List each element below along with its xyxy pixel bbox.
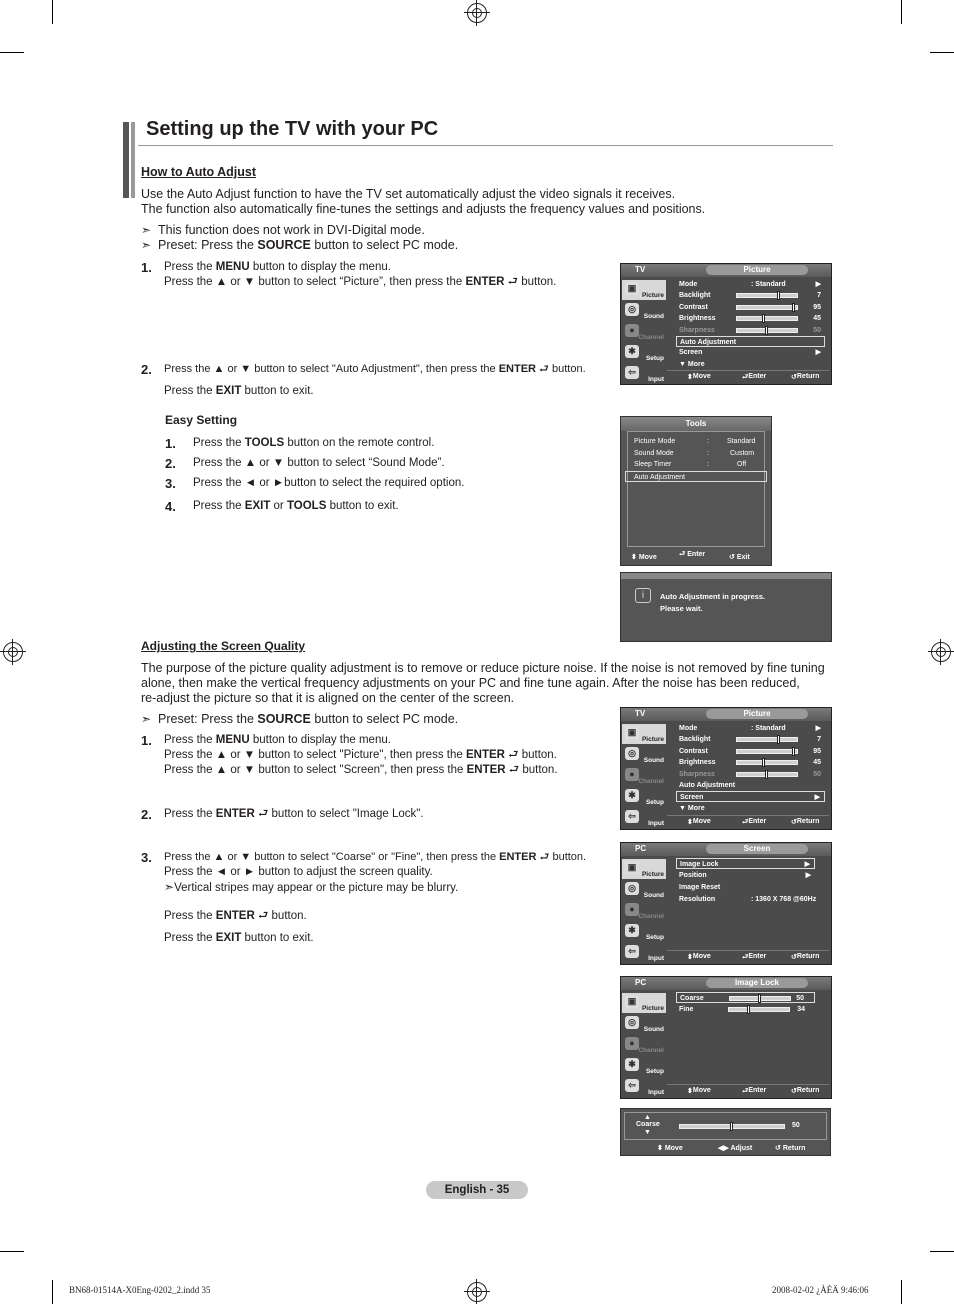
paragraph: Use the Auto Adjust function to have the TV set automatically adjust the video signals it receives. — [141, 187, 676, 201]
crop-mark — [0, 52, 24, 53]
gear-icon: ✱ — [625, 789, 639, 802]
input-icon: ⇦ — [625, 810, 639, 823]
footer-file: BN68-01514A-X0Eng-0202_2.indd 35 — [69, 1285, 211, 1295]
step-number: 1. — [141, 733, 152, 748]
crop-mark — [930, 52, 954, 53]
input-icon: ⇦ — [625, 945, 639, 958]
sidebar-item-input: ⇦ Input — [622, 943, 666, 963]
paragraph: The purpose of the picture quality adjustment is to remove or reduce picture noise. If the noise is not removed by fine tuning — [141, 661, 825, 675]
input-icon: ⇦ — [625, 366, 639, 379]
fine-slider — [728, 1007, 790, 1012]
easy-setting-title: Easy Setting — [165, 413, 238, 427]
step-text: Press the EXIT button to exit. — [164, 932, 314, 944]
step-text: Press the ENTER ⮐ button to select "Image Lock". — [164, 808, 424, 820]
step-text: Press the TOOLS button on the remote control. — [193, 437, 435, 449]
sidebar-item-input: ⇦ Input — [622, 364, 666, 384]
step-text: Press the EXIT or TOOLS button to exit. — [193, 500, 399, 512]
title-accent-bar — [131, 122, 135, 198]
sharpness-slider — [736, 328, 798, 333]
enter-icon: ⮐ — [257, 808, 269, 820]
picture-icon: ▣ — [625, 282, 639, 295]
footer-date: 2008-02-02 ¿ÀÈÄ 9:46:06 — [772, 1285, 869, 1295]
registration-mark-icon — [467, 3, 487, 23]
enter-icon: ⮐ — [507, 276, 519, 288]
note: ➣ Preset: Press the SOURCE button to select PC mode. — [141, 712, 459, 726]
coarse-adjust-bar: ▲ Coarse ▼ 50 ⬍ Move ◀▶ Adjust ↺ Return — [620, 1108, 831, 1156]
title-accent-bar — [123, 122, 129, 198]
tab-image-lock: Image Lock — [706, 978, 808, 988]
osd-picture-menu-screen: TV Picture ▣ Picture ◎ Sound ● Channel ✱ Setup ⇦ Input Mode : Standard ▶ Backlight 7 Contrast 95 Brightness 45 Sharpness 50 Auto Adjustment Screen ▶ ▼ More ⬍ Move ⮐ Enter ↺ Return — [620, 707, 832, 830]
brightness-slider — [736, 760, 798, 765]
step-text: Press the ENTER ⮐ button. — [164, 910, 307, 922]
gear-icon: ✱ — [625, 924, 639, 937]
step-text: Press the ▲ or ▼ button to select "Picture", then press the ENTER ⮐ button. — [164, 749, 557, 761]
sidebar-item-setup: ✱ Setup — [622, 343, 666, 363]
sharpness-slider — [736, 772, 798, 777]
enter-icon: ⮐ — [508, 764, 520, 776]
step-text: Press the EXIT button to exit. — [164, 385, 314, 397]
step-number: 2. — [165, 456, 176, 471]
sidebar-item-setup: ✱ Setup — [622, 922, 666, 942]
coarse-slider — [679, 1124, 785, 1129]
note: ➣ Preset: Press the SOURCE button to select PC mode. — [141, 238, 459, 252]
channel-icon: ● — [625, 1037, 639, 1050]
sound-icon: ◎ — [625, 1016, 639, 1029]
step-number: 2. — [141, 362, 152, 377]
sidebar-item-sound: ◎ Sound — [622, 745, 666, 765]
picture-icon: ▣ — [625, 995, 639, 1008]
tab-picture: Picture — [706, 709, 808, 719]
note: ➣ This function does not work in DVI-Digital mode. — [141, 223, 425, 237]
step-text: Press the MENU button to display the menu. — [164, 734, 391, 746]
section-heading-screen-quality: Adjusting the Screen Quality — [141, 639, 306, 653]
registration-mark-icon — [3, 642, 23, 662]
enter-icon: ⮐ — [508, 749, 519, 761]
auto-adjust-progress-dialog: i Auto Adjustment in progress. Please wait. — [620, 572, 832, 642]
osd-screen-menu: PC Screen ▣ Picture ◎ Sound ● Channel ✱ Setup ⇦ Input Image Lock ▶ Position ▶ Image Reset Resolution : 1360 X 768 @60Hz ⬍ Move ⮐ Enter ↺ Return — [620, 842, 832, 965]
picture-icon: ▣ — [625, 861, 639, 874]
sidebar-item-channel: ● Channel — [622, 1035, 666, 1055]
step-text: Press the ▲ or ▼ button to select “Sound Mode”. — [193, 457, 445, 469]
osd-image-lock-menu: PC Image Lock ▣ Picture ◎ Sound ● Channel ✱ Setup ⇦ Input Coarse 50 Fine 34 ⬍ Move ⮐ Enter ↺ Return — [620, 976, 832, 1099]
sidebar-item-channel: ● Channel — [622, 901, 666, 921]
gear-icon: ✱ — [625, 345, 639, 358]
paragraph: alone, then make the vertical frequency adjustments on your PC and fine tune again. After the noise has been reduced, — [141, 676, 800, 690]
crop-mark — [901, 1280, 902, 1304]
brightness-slider — [736, 316, 798, 321]
title-rule — [138, 145, 833, 146]
step-number: 1. — [165, 436, 176, 451]
enter-icon: ⮐ — [539, 851, 550, 863]
enter-icon: ⮐ — [539, 363, 549, 375]
registration-mark-icon — [931, 642, 951, 662]
contrast-slider — [736, 305, 798, 310]
step-text: Press the ▲ or ▼ button to select “Picture”, then press the ENTER ⮐ button. — [164, 276, 557, 288]
step-text: Press the ▲ or ▼ button to select "Auto Adjustment", then press the ENTER ⮐ button. — [164, 363, 586, 375]
sidebar-item-input: ⇦ Input — [622, 808, 666, 828]
contrast-slider — [736, 749, 798, 754]
channel-icon: ● — [625, 768, 639, 781]
sidebar-item-sound: ◎ Sound — [622, 880, 666, 900]
sidebar-item-sound: ◎ Sound — [622, 1014, 666, 1034]
section-heading-auto-adjust: How to Auto Adjust — [141, 165, 257, 179]
step-number: 2. — [141, 807, 152, 822]
step-text: Press the ◄ or ► button to adjust the screen quality. — [164, 866, 433, 878]
sidebar-item-input: ⇦ Input — [622, 1077, 666, 1097]
step-number: 1. — [141, 260, 152, 275]
backlight-slider — [736, 737, 798, 742]
sound-icon: ◎ — [625, 747, 639, 760]
crop-mark — [930, 1251, 954, 1252]
step-note: ➣Vertical stripes may appear or the picture may be blurry. — [164, 880, 459, 894]
registration-mark-icon — [467, 1282, 487, 1302]
paragraph: The function also automatically fine-tunes the settings and adjusts the frequency values and positions. — [141, 202, 706, 216]
sidebar-item-channel: ● Channel — [622, 322, 666, 342]
channel-icon: ● — [625, 903, 639, 916]
page-number: English - 35 — [426, 1181, 528, 1199]
tab-picture: Picture — [706, 265, 808, 275]
osd-picture-menu: TV Picture ▣ Picture ◎ Sound ● Channel ✱ Setup ⇦ Input Mode : Standard ▶ Backlight 7 Contrast 95 Brightness 45 Sharpness 50 Auto Adjustment Screen ▶ ▼ More ⬍ Move ⮐ Enter ↺ Return — [620, 263, 832, 385]
sidebar-item-picture: ▣ Picture — [622, 724, 666, 744]
step-text: Press the ▲ or ▼ button to select "Screen", then press the ENTER ⮐ button. — [164, 764, 558, 776]
sidebar-item-setup: ✱ Setup — [622, 1056, 666, 1076]
crop-mark — [901, 0, 902, 24]
crop-mark — [52, 1280, 53, 1304]
picture-icon: ▣ — [625, 726, 639, 739]
sound-icon: ◎ — [625, 882, 639, 895]
sidebar-item-channel: ● Channel — [622, 766, 666, 786]
sidebar-item-setup: ✱ Setup — [622, 787, 666, 807]
sidebar-item-picture: ▣ Picture — [622, 993, 666, 1013]
step-number: 3. — [141, 850, 152, 865]
tools-menu: Tools Picture Mode : Standard Sound Mode : Custom Sleep Timer : Off Auto Adjustment ⬍ Move ⮐ Enter ↺ Exit — [620, 416, 772, 566]
gear-icon: ✱ — [625, 1058, 639, 1071]
crop-mark — [52, 0, 53, 24]
sidebar-item-picture: ▣ Picture — [622, 859, 666, 879]
step-text: Press the MENU button to display the menu. — [164, 261, 391, 273]
step-text: Press the ▲ or ▼ button to select "Coarse" or "Fine", then press the ENTER ⮐ button. — [164, 851, 587, 863]
page-title: Setting up the TV with your PC — [146, 118, 439, 140]
enter-icon: ⮐ — [257, 910, 269, 922]
paragraph: re-adjust the picture so that it is aligned on the center of the screen. — [141, 691, 515, 705]
coarse-slider — [729, 996, 791, 1001]
crop-mark — [0, 1251, 24, 1252]
sidebar-item-picture: ▣ Picture — [622, 280, 666, 300]
step-number: 4. — [165, 499, 176, 514]
backlight-slider — [736, 293, 798, 298]
sound-icon: ◎ — [625, 303, 639, 316]
info-icon: i — [635, 588, 651, 603]
input-icon: ⇦ — [625, 1079, 639, 1092]
channel-icon: ● — [625, 324, 639, 337]
tab-screen: Screen — [706, 844, 808, 854]
sidebar-item-sound: ◎ Sound — [622, 301, 666, 321]
step-number: 3. — [165, 476, 176, 491]
step-text: Press the ◄ or ►button to select the required option. — [193, 477, 465, 489]
